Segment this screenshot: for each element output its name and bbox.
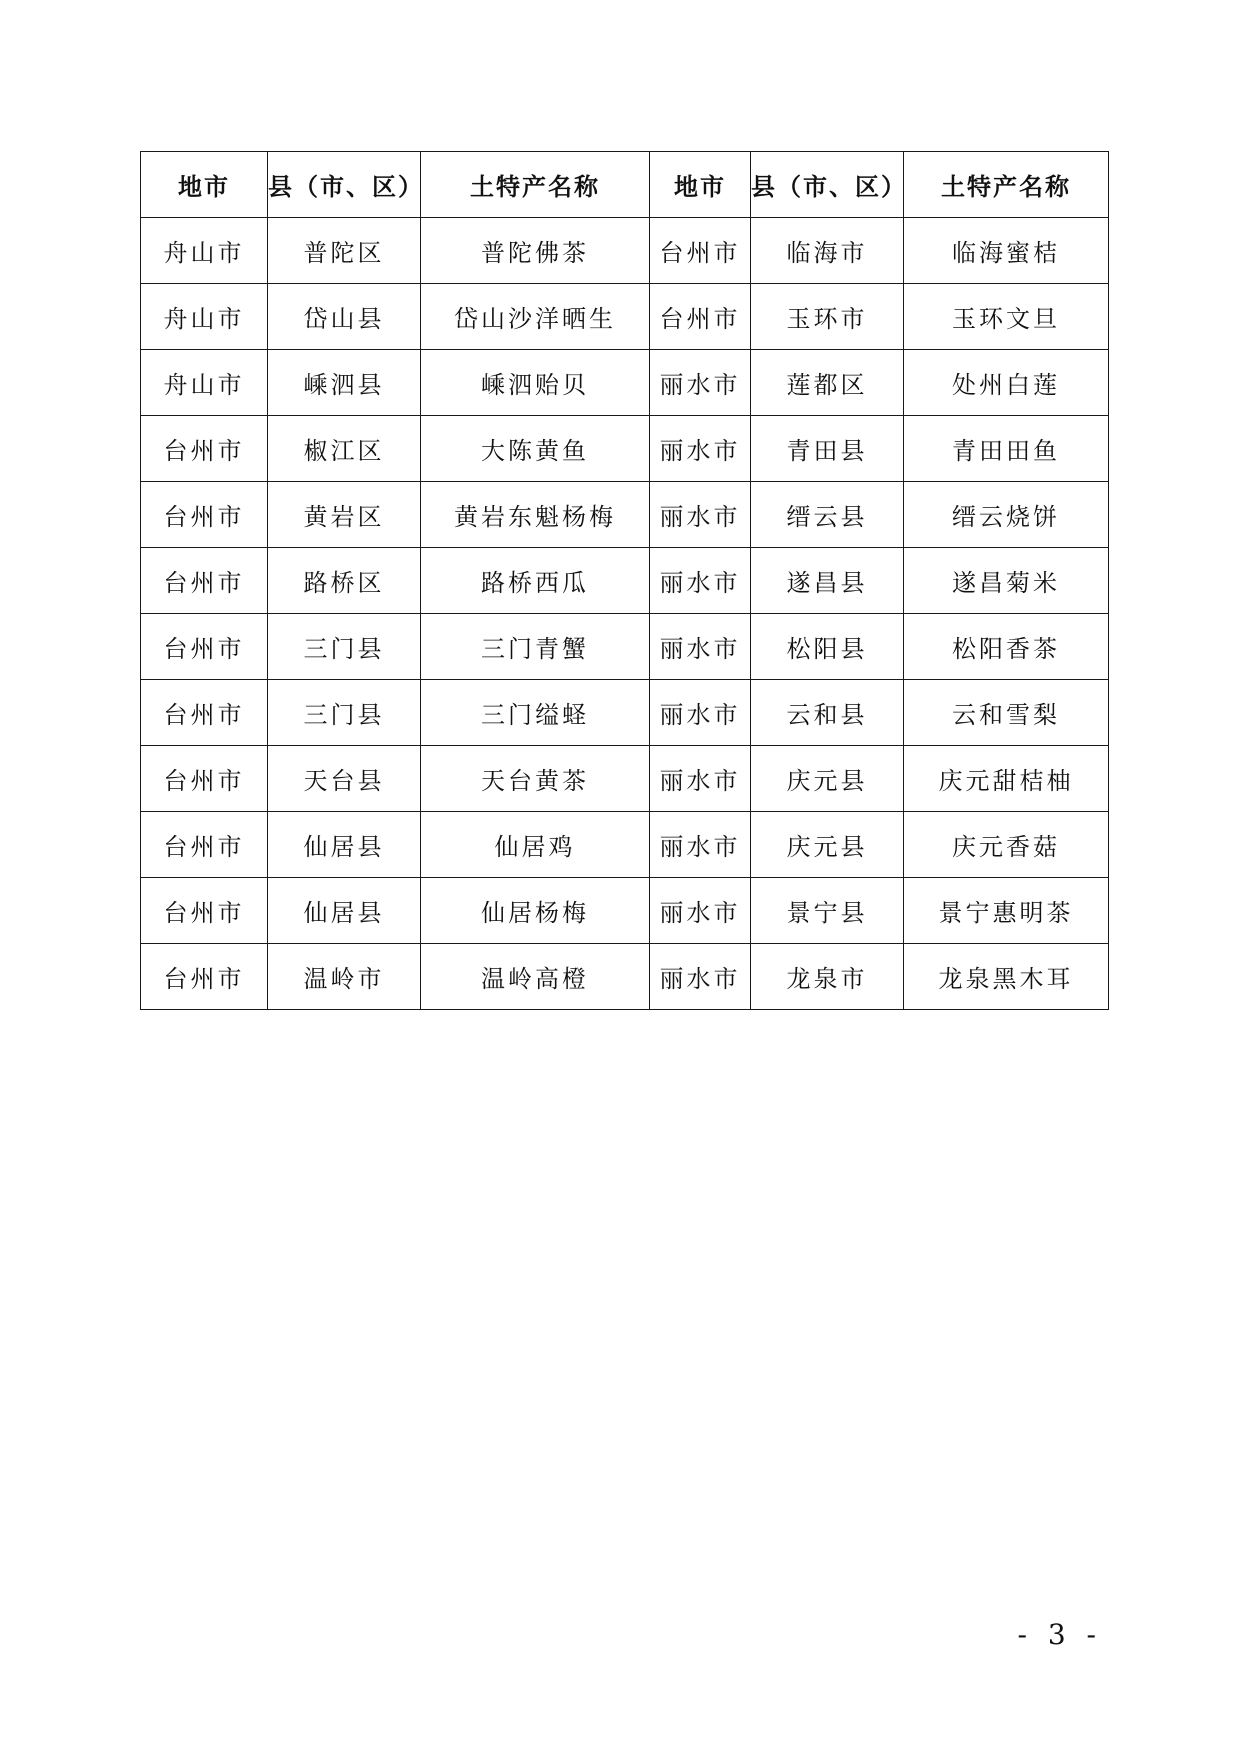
table-row xyxy=(141,878,1109,944)
cell-city: 台州市 xyxy=(141,482,268,548)
cell-county: 青田县 xyxy=(751,416,904,482)
header-county: 县（市、区） xyxy=(268,152,421,218)
cell-city: 丽水市 xyxy=(650,548,751,614)
cell-product-name: 遂昌菊米 xyxy=(904,548,1109,614)
cell-product-name: 青田田鱼 xyxy=(904,416,1109,482)
header-county: 县（市、区） xyxy=(751,152,904,218)
cell-county: 龙泉市 xyxy=(751,944,904,1010)
header-product-name: 土特产名称 xyxy=(904,152,1109,218)
cell-county: 临海市 xyxy=(751,218,904,284)
cell-city: 台州市 xyxy=(141,944,268,1010)
cell-county: 椒江区 xyxy=(268,416,421,482)
cell-county: 松阳县 xyxy=(751,614,904,680)
cell-county: 温岭市 xyxy=(268,944,421,1010)
cell-county: 黄岩区 xyxy=(268,482,421,548)
cell-city: 台州市 xyxy=(141,416,268,482)
cell-county: 缙云县 xyxy=(751,482,904,548)
cell-county: 莲都区 xyxy=(751,350,904,416)
cell-product-name: 景宁惠明茶 xyxy=(904,878,1109,944)
cell-county: 庆元县 xyxy=(751,812,904,878)
cell-product-name: 嵊泗贻贝 xyxy=(421,350,650,416)
cell-county: 普陀区 xyxy=(268,218,421,284)
cell-county: 景宁县 xyxy=(751,878,904,944)
cell-product-name: 玉环文旦 xyxy=(904,284,1109,350)
table-row xyxy=(141,482,1109,548)
cell-product-name: 三门缢蛏 xyxy=(421,680,650,746)
table-row xyxy=(141,746,1109,812)
cell-city: 丽水市 xyxy=(650,614,751,680)
cell-city: 台州市 xyxy=(141,680,268,746)
cell-city: 台州市 xyxy=(650,284,751,350)
cell-county: 云和县 xyxy=(751,680,904,746)
cell-product-name: 庆元甜桔柚 xyxy=(904,746,1109,812)
cell-product-name: 黄岩东魁杨梅 xyxy=(421,482,650,548)
table-row xyxy=(141,614,1109,680)
table-row xyxy=(141,416,1109,482)
cell-product-name: 大陈黄鱼 xyxy=(421,416,650,482)
cell-city: 台州市 xyxy=(141,812,268,878)
cell-city: 丽水市 xyxy=(650,878,751,944)
cell-county: 遂昌县 xyxy=(751,548,904,614)
cell-city: 台州市 xyxy=(141,614,268,680)
cell-county: 嵊泗县 xyxy=(268,350,421,416)
cell-city: 台州市 xyxy=(141,746,268,812)
cell-product-name: 缙云烧饼 xyxy=(904,482,1109,548)
table-row xyxy=(141,350,1109,416)
cell-product-name: 普陀佛茶 xyxy=(421,218,650,284)
cell-product-name: 仙居鸡 xyxy=(421,812,650,878)
cell-county: 天台县 xyxy=(268,746,421,812)
cell-county: 仙居县 xyxy=(268,812,421,878)
cell-product-name: 岱山沙洋晒生 xyxy=(421,284,650,350)
cell-county: 三门县 xyxy=(268,614,421,680)
table-header-row xyxy=(141,152,1109,218)
table-row xyxy=(141,680,1109,746)
specialty-products-table xyxy=(140,151,1109,1010)
cell-city: 丽水市 xyxy=(650,746,751,812)
table-body xyxy=(141,218,1109,1010)
cell-product-name: 临海蜜桔 xyxy=(904,218,1109,284)
cell-city: 台州市 xyxy=(141,548,268,614)
cell-product-name: 龙泉黑木耳 xyxy=(904,944,1109,1010)
cell-product-name: 处州白莲 xyxy=(904,350,1109,416)
cell-city: 丽水市 xyxy=(650,350,751,416)
cell-product-name: 路桥西瓜 xyxy=(421,548,650,614)
cell-county: 仙居县 xyxy=(268,878,421,944)
cell-product-name: 温岭高橙 xyxy=(421,944,650,1010)
cell-city: 舟山市 xyxy=(141,218,268,284)
header-city: 地市 xyxy=(650,152,751,218)
table-row xyxy=(141,218,1109,284)
cell-city: 台州市 xyxy=(141,878,268,944)
header-city: 地市 xyxy=(141,152,268,218)
table-row xyxy=(141,548,1109,614)
cell-product-name: 松阳香茶 xyxy=(904,614,1109,680)
cell-product-name: 云和雪梨 xyxy=(904,680,1109,746)
cell-city: 丽水市 xyxy=(650,944,751,1010)
cell-product-name: 天台黄茶 xyxy=(421,746,650,812)
page-number: - 3 - xyxy=(1017,1618,1102,1651)
cell-county: 玉环市 xyxy=(751,284,904,350)
cell-county: 三门县 xyxy=(268,680,421,746)
table-row xyxy=(141,284,1109,350)
cell-county: 庆元县 xyxy=(751,746,904,812)
cell-product-name: 庆元香菇 xyxy=(904,812,1109,878)
cell-city: 丽水市 xyxy=(650,416,751,482)
cell-county: 岱山县 xyxy=(268,284,421,350)
cell-county: 路桥区 xyxy=(268,548,421,614)
cell-city: 舟山市 xyxy=(141,350,268,416)
table-row xyxy=(141,944,1109,1010)
cell-city: 丽水市 xyxy=(650,812,751,878)
cell-product-name: 三门青蟹 xyxy=(421,614,650,680)
cell-city: 舟山市 xyxy=(141,284,268,350)
cell-city: 台州市 xyxy=(650,218,751,284)
header-product-name: 土特产名称 xyxy=(421,152,650,218)
table-row xyxy=(141,812,1109,878)
cell-city: 丽水市 xyxy=(650,680,751,746)
cell-product-name: 仙居杨梅 xyxy=(421,878,650,944)
cell-city: 丽水市 xyxy=(650,482,751,548)
